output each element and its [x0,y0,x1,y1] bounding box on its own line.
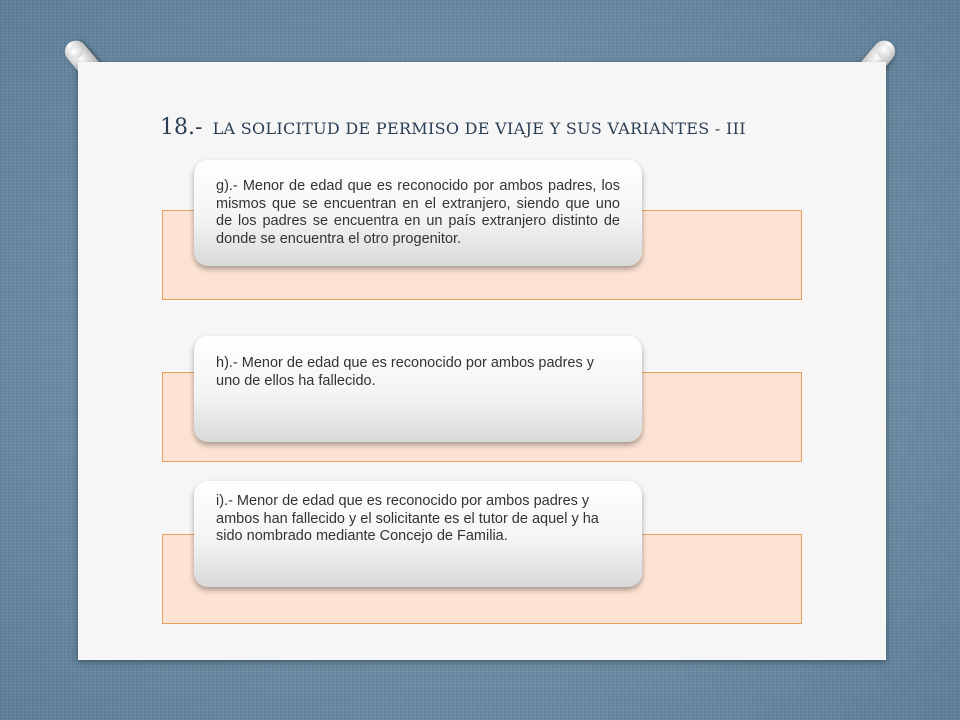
item-card-h [194,336,642,442]
page-title [160,108,840,144]
item-text-h: h).- Menor de edad que es reconocido por ambos padres y uno de ellos ha fallecido. [216,355,595,389]
item-card-g [194,160,642,266]
item-text-i: i).- Menor de edad que es reconocido por ambos padres y ambos han fallecido y el solicitante es el tutor de aquel y ha sido nombrado mediante Concejo de Familia. [216,493,599,544]
title-text: LA SOLICITUD DE PERMISO DE VIAJE Y SUS VARIANTES - III [212,119,746,138]
title-number: 18.- [160,115,203,140]
item-card-i [194,481,642,587]
item-text-g: g).- Menor de edad que es reconocido por ambos padres, los mismos que se encuentran en el extranjero, siendo que uno de los padres se encuentra en un país extranjero distinto de donde se encuentra el otro progenitor. [216,178,620,247]
